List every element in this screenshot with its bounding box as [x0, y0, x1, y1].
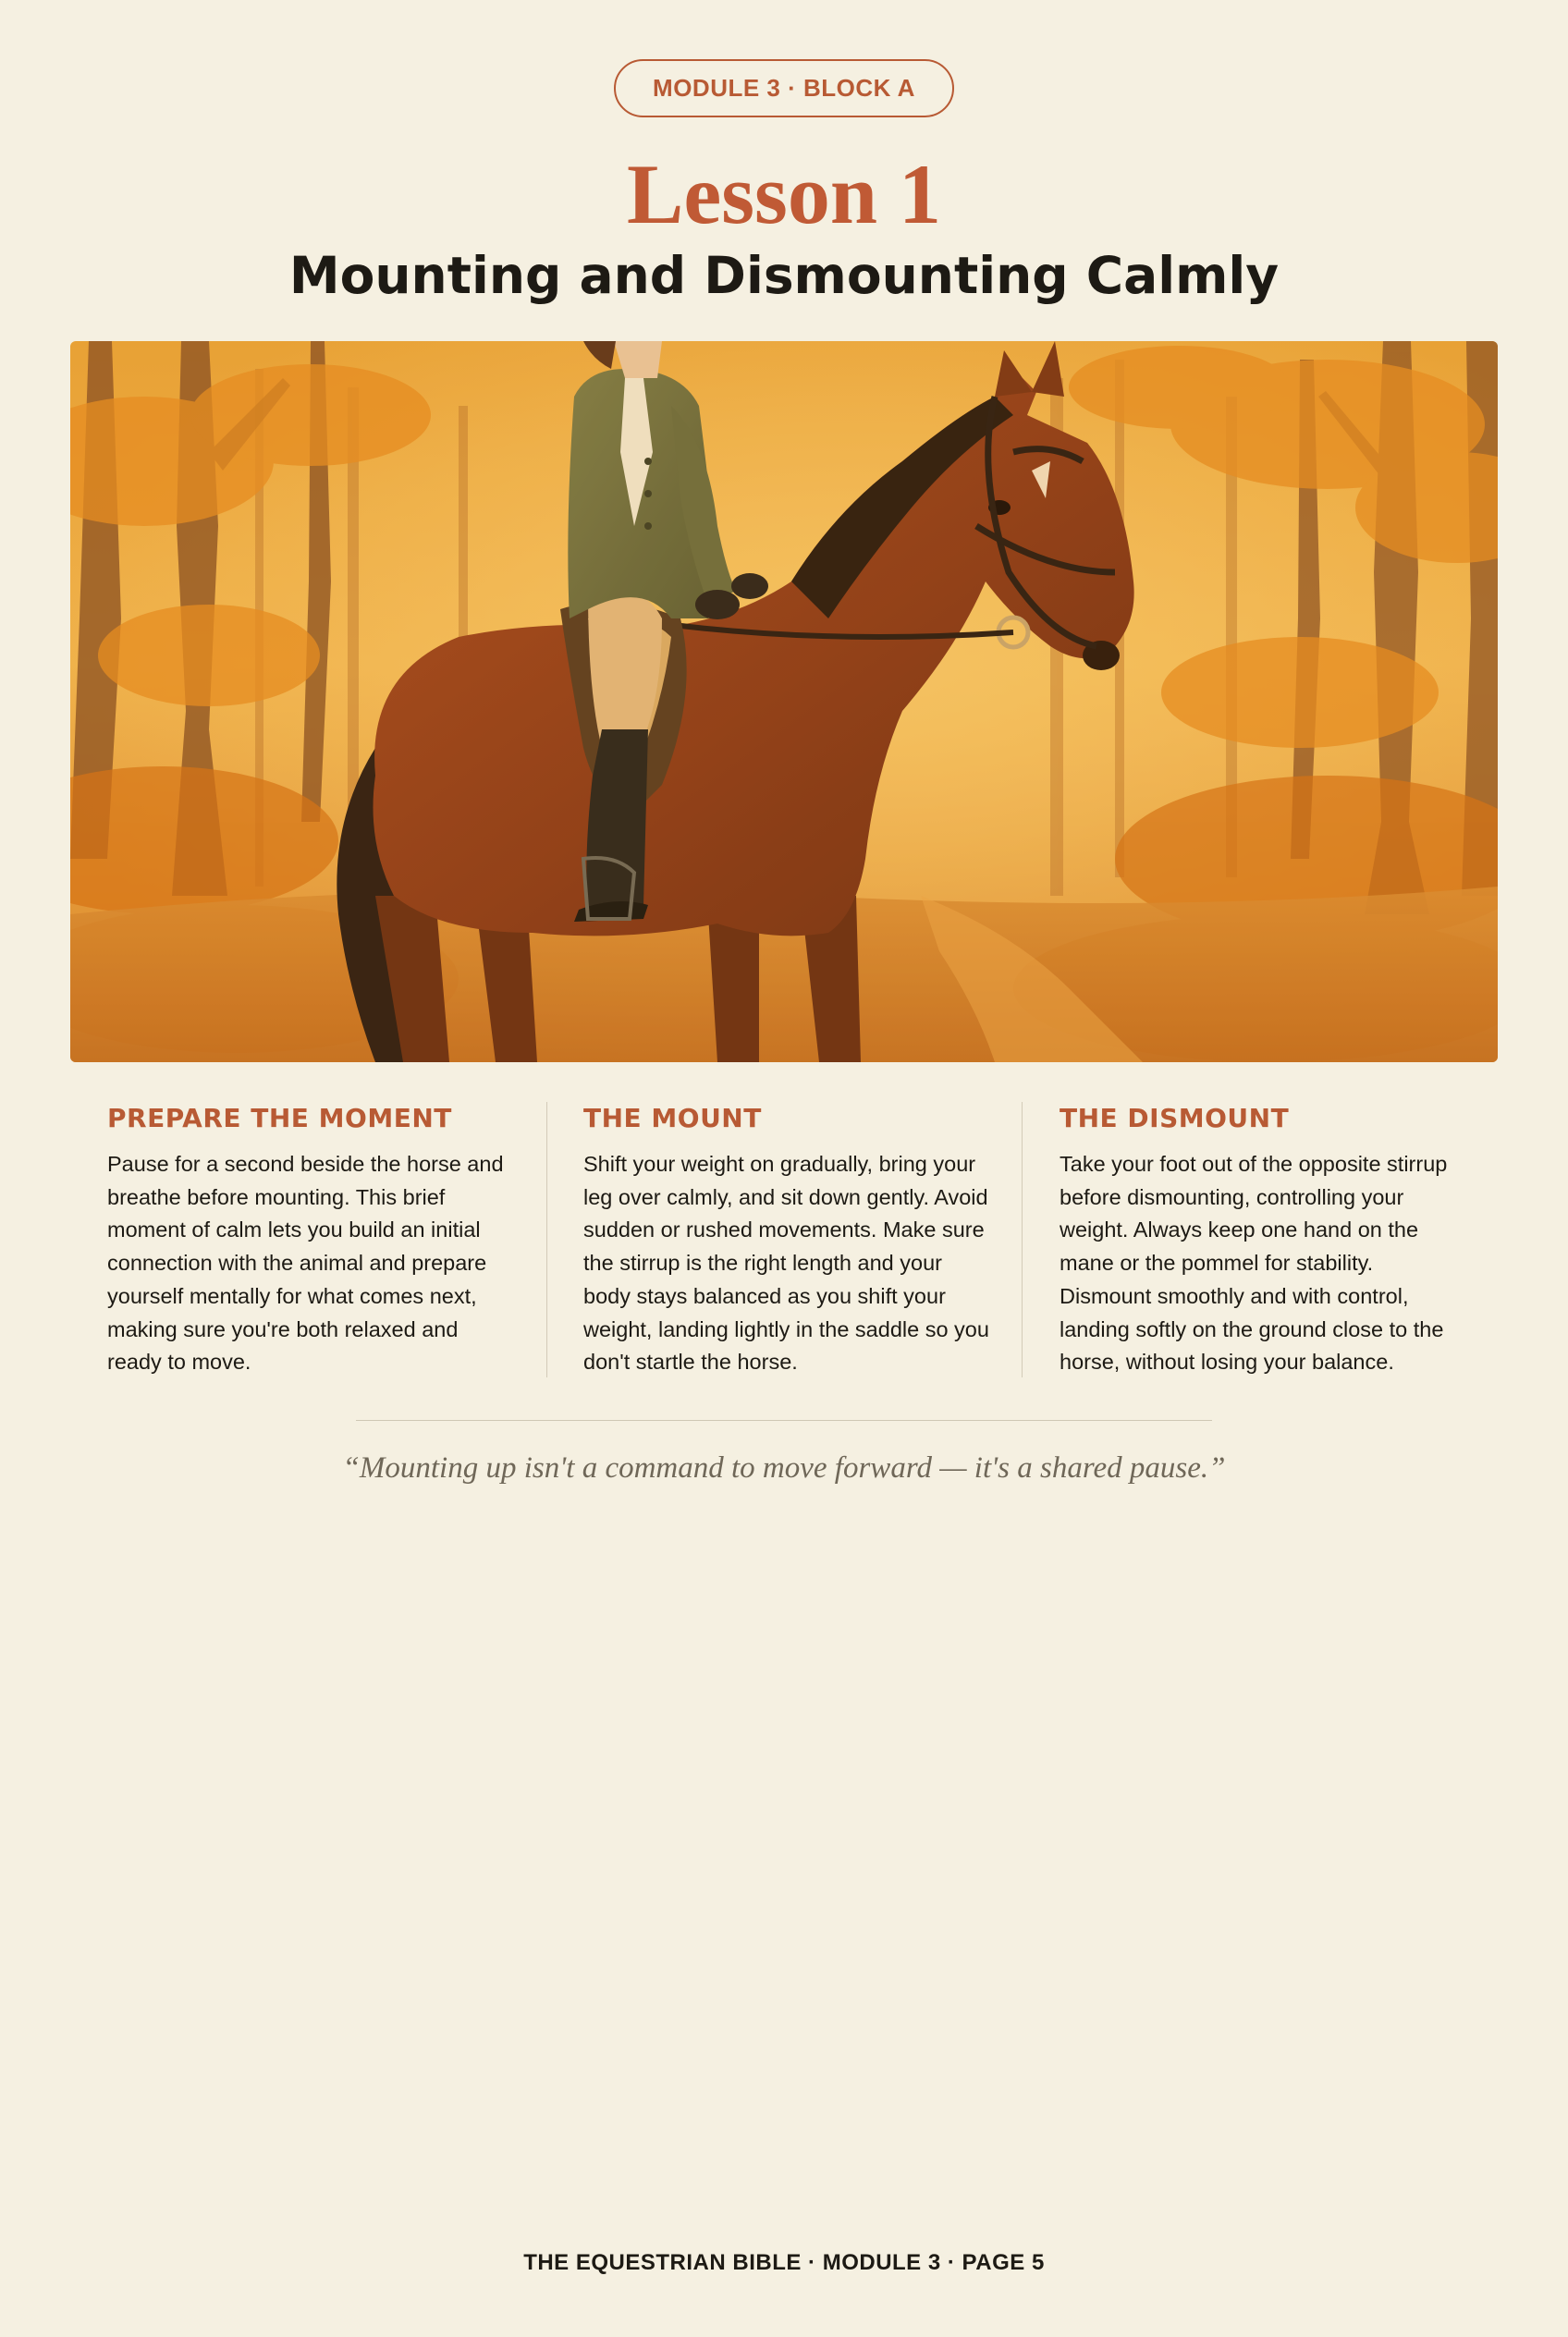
lesson-title: Lesson 1 — [627, 147, 941, 241]
badge-container — [0, 59, 1568, 117]
pull-quote: “Mounting up isn't a command to move forward — it's a shared pause.” — [342, 1451, 1226, 1485]
column-heading: THE DISMOUNT — [1060, 1103, 1290, 1133]
horse-rider-illustration — [70, 341, 1498, 1062]
hero-image — [70, 341, 1498, 1062]
column-body: Pause for a second beside the horse and breathe before mounting. This brief moment of calm lets you build an initial connection with the animal and prepare yourself mentally for what comes next, making sure you're both relaxed and ready to move. — [107, 1152, 504, 1375]
column-heading: PREPARE THE MOMENT — [107, 1103, 452, 1133]
module-badge: MODULE 3 · BLOCK A — [614, 59, 954, 117]
column-heading: THE MOUNT — [583, 1103, 762, 1133]
column-prepare — [107, 1102, 514, 1379]
column-divider — [1022, 1102, 1023, 1377]
column-body: Take your foot out of the opposite stirrup before dismounting, controlling your weight. Always keep one hand on the mane or the pommel for stability. Dismount smoothly and with control, landing softly on the ground close to the horse, without losing your balance. — [1060, 1152, 1448, 1375]
lesson-subtitle: Mounting and Dismounting Calmly — [288, 246, 1280, 305]
quote-divider — [356, 1420, 1212, 1421]
column-dismount — [1060, 1102, 1466, 1379]
column-divider — [546, 1102, 547, 1377]
column-body: Shift your weight on gradually, bring your leg over calmly, and sit down gently. Avoid sudden or rushed movements. Make sure the stirrup is the right length and your body stays balanced as you shift your weight, landing lightly in the saddle so you don't startle the horse. — [583, 1152, 989, 1375]
page-footer: THE EQUESTRIAN BIBLE · MODULE 3 · PAGE 5 — [523, 2250, 1045, 2275]
column-mount — [583, 1102, 990, 1379]
